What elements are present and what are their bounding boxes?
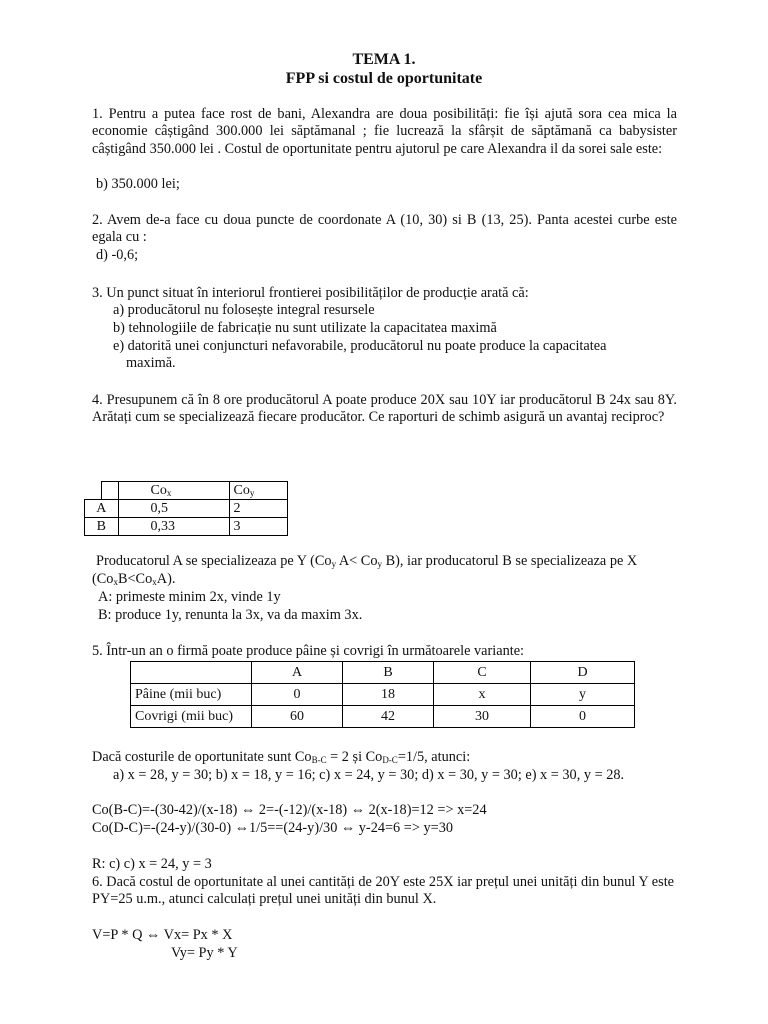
production-variants-table xyxy=(130,661,635,728)
cell-cox: 0,5 xyxy=(118,500,229,518)
table-cell: 18 xyxy=(343,684,434,706)
table-empty-cell xyxy=(131,662,252,684)
question-1-text: 1. Pentru a putea face rost de bani, Alexandra are doua posibilități: fie își ajută sora cea mica la economie câștigând 300.000 lei săptămanal ; fie lucrează la sfârșit de săptămană ca babysister câștigând 350.000 lei . Costul de oportunitate pentru ajutorul pe care Alexandra il da sorei sale este: xyxy=(92,106,677,157)
table-row xyxy=(131,706,635,728)
table-empty-cell xyxy=(101,482,118,500)
row-label: Pâine (mii buc) xyxy=(131,684,252,706)
header-col-d: D xyxy=(531,662,635,684)
cell-coy: 2 xyxy=(229,500,288,518)
question-4-solution-line-1: Producatorul A se specializeaza pe Y ($Co_y$ $A< Co_y$ B), iar producatorul B se specializeaza pe X xyxy=(96,553,638,569)
question-5-options: a) x = 28, y = 30; b) x = 18, y = 16; c) x = 24, y = 30; d) x = 30, y = 30; e) x = 30, y = 28. xyxy=(113,767,625,783)
question-3-option-e-continued: maximă. xyxy=(126,355,176,371)
question-4-solution-a: A: primeste minim 2x, vinde 1y xyxy=(98,589,281,605)
row-label: A xyxy=(85,500,119,518)
question-5-answer: R: c) c) x = 24, y = 3 xyxy=(92,856,212,872)
header-coy: $Co_y$ xyxy=(229,482,288,500)
question-1-answer: b) 350.000 lei; xyxy=(96,176,180,192)
question-2-answer: d) -0,6; xyxy=(96,247,139,263)
table-row xyxy=(131,684,635,706)
question-5-calculation-1: Co(B-C)=-(30-42)/(x-18) ⇔ 2=-(-12)/(x-18) ⇔ 2(x-18)=12 => x=24 xyxy=(92,802,487,818)
table-cell: 30 xyxy=(434,706,531,728)
document-subtitle: FPP si costul de oportunitate xyxy=(285,70,483,87)
table-row xyxy=(85,518,288,536)
question-3-option-e: e) datorită unei conjuncturi nefavorabile, producătorul nu poate produce la capacitatea xyxy=(113,338,607,354)
header-cox: $Co_x$ xyxy=(118,482,229,500)
table-cell: 0 xyxy=(531,706,635,728)
table-header-row xyxy=(131,662,635,684)
question-3-text: 3. Un punct situat în interiorul frontierei posibilităților de producție arată că: xyxy=(92,285,529,301)
row-label: B xyxy=(85,518,119,536)
question-6-formula-2: Vy= Py * Y xyxy=(171,945,238,961)
question-5-text: 5. Într-un an o firmă poate produce pâine și covrigi în următoarele variante: xyxy=(92,643,525,659)
row-label: Covrigi (mii buc) xyxy=(131,706,252,728)
question-4-text: 4. Presupunem că în 8 ore producătorul A poate produce 20X sau 10Y iar producătorul B 24x sau 8Y. Arătați cum se specializează fiecare producător. Ce raporturi de schimb asigură un avantaj reciproc? xyxy=(92,392,677,426)
question-6-formula-1: V=P * Q ⇔ Vx= Px * X xyxy=(92,927,233,943)
header-col-b: B xyxy=(343,662,434,684)
question-2-text: 2. Avem de-a face cu doua puncte de coordonate A (10, 30) si B (13, 25). Panta acestei curbe este egala cu : xyxy=(92,212,677,246)
cell-coy: 3 xyxy=(229,518,288,536)
table-row xyxy=(85,500,288,518)
question-4-solution-b: B: produce 1y, renunta la 3x, va da maxim 3x. xyxy=(98,607,363,623)
opportunity-cost-table xyxy=(84,481,288,536)
question-3-option-b: b) tehnologiile de fabricație nu sunt utilizate la capacitatea maximă xyxy=(113,320,497,336)
question-5-conditions: Dacă costurile de oportunitate sunt $Co_{B-C} = 2$ și $Co_{D-C}=1/5$, atunci: xyxy=(92,749,471,765)
table-cell: 60 xyxy=(252,706,343,728)
question-6-text: 6. Dacă costul de oportunitate al unei cantități de 20Y este 25X iar prețul unei unități din bunul Y este PY=25 u.m., atunci calculați prețul unei unități din bunul X. xyxy=(92,874,675,908)
table-cell: 42 xyxy=(343,706,434,728)
header-col-c: C xyxy=(434,662,531,684)
table-cell: y xyxy=(531,684,635,706)
table-header-row xyxy=(85,482,288,500)
document-title: TEMA 1. xyxy=(352,51,416,68)
header-col-a: A xyxy=(252,662,343,684)
question-3-option-a: a) producătorul nu folosește integral resursele xyxy=(113,302,375,318)
question-5-calculation-2: Co(D-C)=-(24-y)/(30-0) ⇔1/5==(24-y)/30 ⇔ y-24=6 => y=30 xyxy=(92,820,453,836)
question-4-solution-line-2: $(Co_xB<Co_xA)$. xyxy=(92,571,176,587)
table-cell: 0 xyxy=(252,684,343,706)
cell-cox: 0,33 xyxy=(118,518,229,536)
table-cell: x xyxy=(434,684,531,706)
table-empty-corner xyxy=(85,482,102,500)
